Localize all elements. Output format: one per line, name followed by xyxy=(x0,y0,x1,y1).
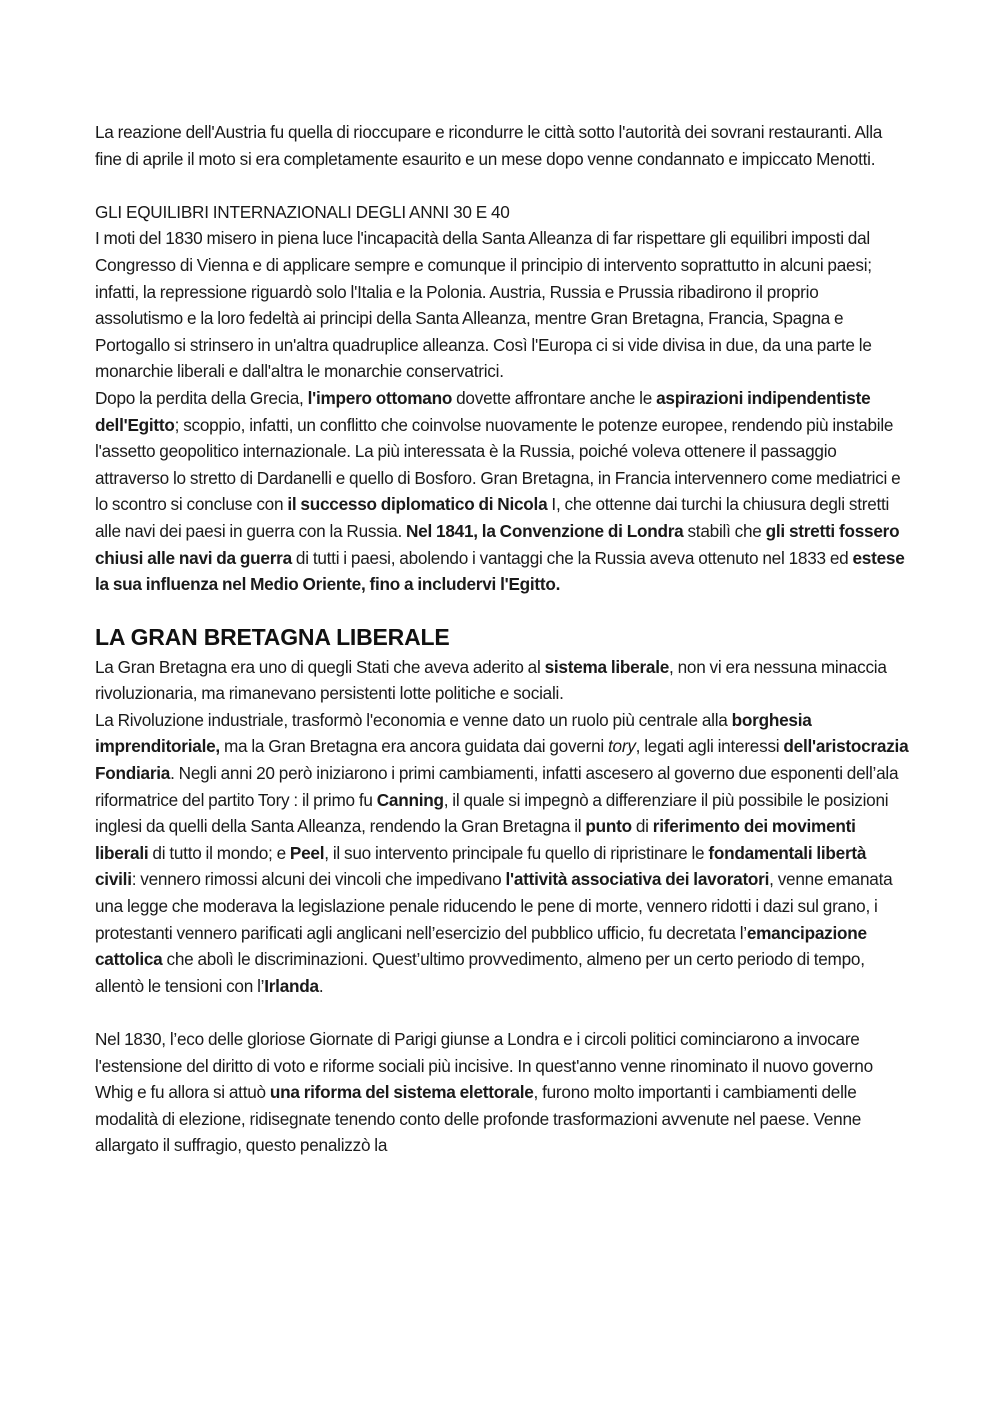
text-run: dovette affrontare anche le xyxy=(452,387,657,408)
text-run: , legati agli interessi xyxy=(635,736,784,757)
text-run: di tutti i paesi, abolendo i vantaggi che la Russia aveva ottenuto nel 1833 ed xyxy=(291,547,853,568)
text-run: La Gran Bretagna era uno di quegli Stati che aveva aderito al xyxy=(95,656,545,677)
bold-run: l'impero ottomano xyxy=(307,387,453,408)
equilibri-paragraph-2 xyxy=(95,385,910,598)
bold-run: fondamentali libertà civili xyxy=(95,842,867,890)
italic-run: tory xyxy=(608,736,636,757)
text-run: Nel 1830, l’eco delle gloriose Giornate di Parigi giunse a Londra e i circoli politici cominciarono a invocare l'estensione del diritto di voto e riforme sociali più incisive. In quest'anno venne rinominato il nuovo governo Whig e fu allora si attuò xyxy=(95,1029,873,1103)
bold-run: borghesia imprenditoriale, xyxy=(95,709,812,757)
text-run: , venne emanata una legge che moderava la legislazione penale riducendo le pene di morte, vennero ridotti i dazi sul grano, i protestanti vennero parificati agli anglicani nell’esercizio del pubblico ufficio, fu decretata l’ xyxy=(95,869,893,943)
bold-run: punto xyxy=(585,816,632,837)
section-heading-gran-bretagna: LA GRAN BRETAGNA LIBERALE xyxy=(95,623,450,650)
text-run: . Negli anni 20 però iniziarono i primi cambiamenti, infatti ascesero al governo due esponenti dell’ala riformatrice del partito Tory : il primo fu xyxy=(95,763,899,810)
text-run: , il suo intervento principale fu quello di ripristinare le xyxy=(324,842,709,863)
bold-run: riferimento dei movimenti liberali xyxy=(95,816,856,863)
equilibri-paragraph-1: I moti del 1830 misero in piena luce l'incapacità della Santa Alleanza di far rispettare gli equilibri imposti dal Congresso di Vienna e di applicare sempre e comunque il principio di intervento soprattutto in alcuni paesi; infatti, la repressione riguardò solo l'Italia e la Polonia. Austria, Russia e Prussia ribadirono il proprio assolutismo e la loro fedeltà ai principi della Santa Alleanza, mentre Gran Bretagna, Francia, Spagna e Portogallo si strinsero in un'altra quadruplice alleanza. Così l'Europa ci si vide divisa in due, da una parte le monarchie liberali e dall'altra le monarchie conservatrici. xyxy=(95,228,872,382)
gran-bretagna-paragraph-3 xyxy=(95,1026,910,1159)
paragraph-gap xyxy=(95,172,910,199)
text-run: di tutto il mondo; e xyxy=(148,842,290,863)
gran-bretagna-paragraph-2 xyxy=(95,707,910,1000)
page-content xyxy=(95,119,910,1159)
bold-run: Irlanda xyxy=(264,975,319,996)
text-run: Dopo la perdita della Grecia, xyxy=(95,387,308,408)
bold-run: l'attività associativa dei lavoratori xyxy=(505,869,770,890)
text-run: , il quale si impegnò a differenziare il più possibile le posizioni inglesi da quelli della Santa Alleanza, rendendo la Gran Bretagna il xyxy=(95,789,889,837)
text-run: , non vi era nessuna minaccia rivoluzionaria, ma rimanevano persistenti lotte politiche e sociali. xyxy=(95,656,887,704)
text-run: che abolì le discriminazioni. Quest’ultimo provvedimento, almeno per un certo periodo di tempo, allentò le tensioni con l’ xyxy=(95,949,865,996)
text-run: , furono molto importanti i cambiamenti delle modalità di elezione, ridisegnate tenendo conto delle profonde trasformazioni avvenute nel paese. Venne allargato il suffragio, questo penalizzò la xyxy=(95,1082,862,1156)
bold-run: Canning xyxy=(376,789,444,810)
bold-run: aspirazioni indipendentiste dell'Egitto xyxy=(95,387,871,435)
text-run: ; scoppio, infatti, un conflitto che coinvolse nuovamente le potenze europee, rendendo più instabile l'assetto geopolitico internazionale. La più interessata è la Russia, poiché voleva ottenere il passaggio attraverso lo stretto di Dardanelli e quello di Bosforo. Gran Bretagna, in Francia intervennero come mediatrici e lo scontro si concluse con xyxy=(95,414,901,515)
text-run: stabilì che xyxy=(683,520,766,541)
intro-paragraph xyxy=(95,119,910,172)
section-heading-equilibri: GLI EQUILIBRI INTERNAZIONALI DEGLI ANNI 30 E 40 xyxy=(95,201,510,222)
bold-run: Peel xyxy=(289,842,325,863)
bold-run: dell'aristocrazia Fondiaria xyxy=(95,736,909,784)
bold-run: il successo diplomatico di Nicola xyxy=(287,494,548,515)
text-run: I, che ottenne dai turchi la chiusura degli stretti alle navi dei paesi in guerra con la Russia. xyxy=(95,494,890,541)
bold-run: sistema liberale xyxy=(544,656,670,677)
text-run: La Rivoluzione industriale, trasformò l'economia e venne dato un ruolo più centrale alla xyxy=(95,709,732,730)
text-run: : vennero rimossi alcuni dei vincoli che impedivano xyxy=(131,869,506,890)
paragraph-gap xyxy=(95,999,910,1026)
bold-run: gli stretti fossero chiusi alle navi da guerra xyxy=(95,520,900,568)
text-run: di xyxy=(631,816,653,837)
text-run: ma la Gran Bretagna era ancora guidata dai governi xyxy=(219,736,609,757)
text-run: . xyxy=(318,975,324,996)
bold-run: estese la sua influenza nel Medio Oriente, fino a includervi l'Egitto. xyxy=(95,547,905,595)
bold-run: Nel 1841, la Convenzione di Londra xyxy=(406,520,684,541)
intro-text: La reazione dell'Austria fu quella di rioccupare e ricondurre le città sotto l'autorità dei sovrani restauranti. Alla fine di aprile il moto si era completamente esaurito e un mese dopo venne condannato e impiccato Menotti. xyxy=(95,122,883,169)
gran-bretagna-paragraph-1 xyxy=(95,654,910,707)
bold-run: una riforma del sistema elettorale xyxy=(269,1082,534,1103)
bold-run: emancipazione cattolica xyxy=(95,922,867,970)
